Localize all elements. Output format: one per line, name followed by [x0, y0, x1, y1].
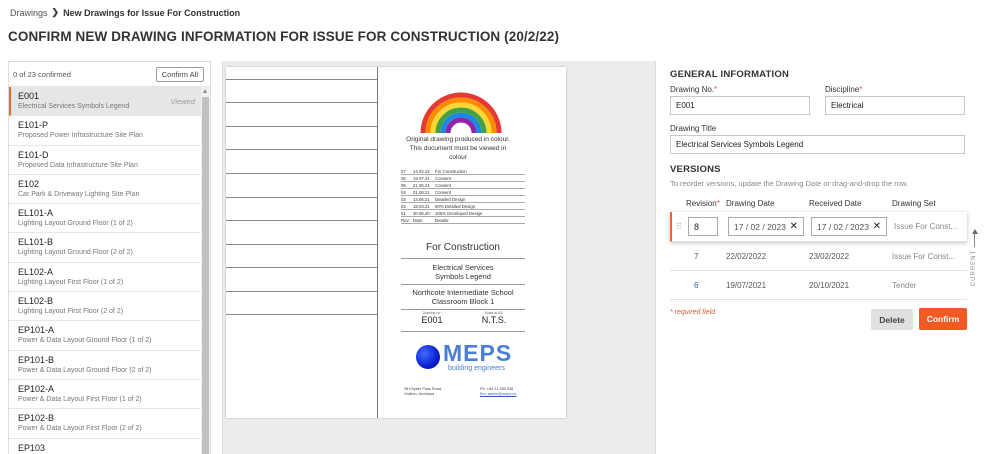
sheet-project-line2: Classroom Block 1 — [431, 297, 495, 306]
sheet-address — [404, 387, 442, 397]
drawing-description: Car Park & Driveway Lighting Site Plan — [18, 190, 140, 198]
current-label: CURRENT — [971, 249, 978, 287]
drawing-list-item[interactable] — [9, 439, 201, 454]
drawing-code: EP101-B — [18, 354, 55, 365]
rainbow-image — [419, 89, 503, 135]
breadcrumb-current: New Drawings for Issue For Construction — [63, 7, 241, 18]
version-row[interactable] — [670, 271, 967, 300]
drawing-date-value: 22/02/2022 — [726, 251, 767, 261]
discipline-input[interactable]: Electrical — [825, 96, 965, 115]
versions-table — [670, 194, 967, 300]
version-row[interactable] — [670, 242, 967, 271]
sheet-grid-line — [226, 314, 377, 315]
sheet-divider — [377, 67, 378, 418]
drawing-description: Lighting Layout First Floor (1 of 2) — [18, 278, 124, 286]
drawing-date-input[interactable] — [728, 217, 804, 236]
revision-value: 7 — [694, 251, 699, 261]
drawing-code: E101-D — [18, 149, 49, 160]
drawing-code: EP101-A — [18, 325, 55, 336]
drawing-list-item[interactable] — [9, 146, 201, 175]
clear-drawing-date-icon[interactable]: ✕ — [789, 221, 798, 232]
drawing-code: EP102-B — [18, 413, 55, 424]
required-mark: * — [716, 198, 720, 208]
sheet-project — [401, 288, 525, 306]
meps-wordmark: MEPS — [443, 340, 513, 366]
drawing-date-cell — [728, 217, 811, 236]
sheet-grid-line — [226, 102, 377, 103]
revision-date: 14.02.22 — [413, 168, 430, 174]
drawing-date-value: 17 / 02 / 2023 — [734, 221, 786, 232]
sheet-meta — [401, 311, 525, 325]
revision-details: Consent — [435, 189, 452, 195]
revision-date: 18.03.21 — [413, 203, 430, 209]
colour-note: Original drawing produced in colour. This document must be viewed in colour — [406, 136, 510, 161]
revision-details: 50% Detailed Design — [435, 203, 476, 209]
drawing-description: Electrical Services Symbols Legend — [18, 103, 130, 110]
discipline-label — [825, 85, 862, 94]
sheet-rule — [401, 309, 525, 310]
sheet-title — [401, 263, 525, 281]
revision-rev: Rev: — [401, 217, 410, 223]
drawing-description: Lighting Layout First Floor (2 of 2) — [18, 308, 124, 316]
drawing-description: Proposed Power Infrastructure Site Plan — [18, 132, 143, 140]
revision-table-row — [401, 217, 525, 224]
meps-logo — [416, 341, 526, 373]
received-date-cell — [811, 217, 894, 236]
received-date-value: 20/10/2021 — [809, 280, 850, 290]
sheet-grid-line — [226, 173, 377, 174]
drawing-list-item[interactable] — [9, 116, 201, 145]
revision-date: 14.05.21 — [413, 196, 430, 202]
drawing-list-item[interactable] — [9, 351, 201, 380]
revision-cell — [686, 217, 728, 236]
revision-table-row — [401, 196, 525, 203]
contact-phone: Ph: +64 21 350 538 — [480, 387, 514, 391]
sheet-project-line1: Northcote Intermediate School — [412, 288, 514, 297]
drawing-code: E101-P — [18, 120, 49, 131]
drawing-set-col-header: Drawing Set — [892, 198, 936, 208]
meps-ball-icon — [416, 345, 440, 369]
required-mark: * — [859, 85, 863, 94]
sheet-grid-line — [226, 244, 377, 245]
sheet-rule — [401, 258, 525, 259]
sheet-rule — [401, 331, 525, 332]
drawing-title-label: Drawing Title — [670, 124, 717, 133]
versions-heading: VERSIONS — [670, 164, 721, 175]
drawing-no-caption: Drawing no: — [422, 311, 442, 315]
revision-table-row — [401, 189, 525, 196]
revision-details: 100% Developed Design — [435, 210, 483, 216]
drawing-code: EL101-A — [18, 208, 54, 219]
scale-value: N.T.S. — [481, 315, 507, 325]
revision-details: Detailed Design — [435, 196, 466, 202]
drawing-no-label — [670, 85, 717, 94]
drawing-description: Power & Data Layout First Floor (2 of 2) — [18, 425, 142, 433]
drawing-description: Proposed Data Infrastructure Site Plan — [18, 161, 138, 169]
address-line2: Grafton, Auckland — [404, 392, 435, 396]
scroll-up-arrow-icon[interactable] — [203, 89, 207, 93]
scale-caption: Scale at A3: — [484, 311, 504, 315]
received-date-input[interactable] — [811, 217, 887, 236]
drawing-list-item[interactable] — [9, 175, 201, 204]
drawing-set-value: Issue For Const... — [892, 251, 956, 261]
discipline-label-text: Discipline — [825, 85, 860, 94]
clear-received-date-icon[interactable]: ✕ — [872, 221, 881, 232]
current-line — [974, 233, 975, 247]
drawing-no-value: E001 — [421, 315, 443, 325]
revision-date: 21.06.21 — [413, 182, 430, 188]
versions-table-header — [670, 194, 967, 212]
drawing-no-cell — [401, 311, 463, 325]
drawing-list-item[interactable] — [9, 263, 201, 292]
confirmed-count: 0 of 23 confirmed — [13, 69, 71, 79]
drawing-code: EL101-B — [18, 237, 54, 248]
drawing-code: EP103 — [18, 442, 46, 453]
drawing-no-input[interactable]: E001 — [670, 96, 810, 115]
revision-date: 01.06.21 — [413, 189, 430, 195]
received-date-value: 17 / 02 / 2023 — [817, 221, 869, 232]
revision-col-text: Revision — [686, 198, 717, 208]
drawing-list-item[interactable] — [9, 409, 201, 438]
drawing-list-panel — [8, 61, 211, 454]
sheet-rule — [401, 284, 525, 285]
version-row-editing[interactable] — [670, 212, 967, 242]
drawing-set-value: Tender — [892, 280, 917, 290]
drawing-list-item[interactable] — [9, 380, 201, 409]
address-line1: 38 Khyber Pass Road, — [404, 387, 442, 391]
general-heading: GENERAL INFORMATION — [670, 69, 790, 80]
drawing-description: Lighting Layout Ground Floor (1 of 2) — [18, 220, 133, 228]
drawing-description: Power & Data Layout First Floor (1 of 2) — [18, 395, 142, 403]
revision-details: Details: — [435, 217, 450, 223]
revision-rev: 04 — [401, 189, 406, 195]
revision-rev: 07 — [401, 168, 406, 174]
scale-cell — [463, 311, 525, 325]
current-indicator — [970, 229, 980, 287]
revision-link[interactable]: 6 — [694, 280, 699, 290]
revision-date: Date: — [413, 217, 424, 223]
confirm-all-button[interactable]: Confirm All — [156, 67, 204, 82]
drawing-list-item[interactable] — [9, 87, 201, 116]
delete-button[interactable]: Delete — [871, 309, 913, 330]
sheet-grid-line — [226, 267, 377, 268]
revision-rev: 06 — [401, 175, 406, 181]
page-title: CONFIRM NEW DRAWING INFORMATION FOR ISSUE FOR CONSTRUCTION (20/2/22) — [8, 29, 560, 44]
list-scrollbar[interactable] — [201, 87, 210, 454]
revision-input[interactable]: 8 — [688, 217, 718, 236]
sheet-status: For Construction — [426, 242, 500, 253]
versions-hint: To reorder versions, update the Drawing Date or drag-and-drop the row. — [670, 179, 909, 188]
sheet-grid-line — [226, 197, 377, 198]
revision-date: 30.06.20 — [413, 210, 430, 216]
drawing-sheet — [226, 67, 566, 418]
sheet-title-line2: Symbols Legend — [435, 272, 491, 281]
drawing-title-input[interactable]: Electrical Services Symbols Legend — [670, 135, 965, 154]
drawing-list-item[interactable] — [9, 292, 201, 321]
revision-table-row — [401, 210, 525, 217]
revision-table-row — [401, 182, 525, 189]
drawing-description: Lighting Layout Ground Floor (2 of 2) — [18, 249, 133, 257]
drawing-list-item[interactable] — [9, 204, 201, 233]
meps-subtitle: building engineers — [448, 365, 505, 372]
revision-rev: 05 — [401, 182, 406, 188]
sheet-contact — [480, 387, 516, 397]
breadcrumb — [10, 7, 240, 18]
drawing-date-value: 19/07/2021 — [726, 280, 767, 290]
drawing-list-item[interactable] — [9, 233, 201, 262]
drawing-description: Power & Data Layout Ground Floor (1 of 2) — [18, 337, 152, 345]
contact-email: Em: admin@meps.nz — [480, 392, 517, 396]
revision-details: Consent — [435, 175, 452, 181]
drawing-list-item[interactable] — [9, 321, 201, 350]
sheet-grid-line — [226, 126, 377, 127]
drawing-code: EL102-A — [18, 266, 54, 277]
revision-table-row — [401, 203, 525, 210]
drawing-date-col-header: Drawing Date — [726, 198, 775, 208]
scrollbar-thumb[interactable] — [202, 97, 209, 454]
revision-rev: 02 — [401, 203, 406, 209]
sheet-grid-line — [226, 291, 377, 292]
breadcrumb-drawings-link[interactable]: Drawings — [10, 7, 48, 18]
drawing-list-header — [9, 62, 210, 87]
drawing-code: E102 — [18, 178, 40, 189]
drawing-set-select[interactable]: Issue For Const... — [894, 222, 958, 231]
drawing-preview — [222, 61, 656, 454]
sheet-grid-line — [226, 220, 377, 221]
drawing-code: EL102-B — [18, 296, 54, 307]
revision-table-row — [401, 168, 525, 175]
revision-col-header — [684, 199, 726, 208]
drawing-list — [9, 87, 210, 454]
viewed-badge: Viewed — [170, 97, 195, 106]
chevron-right-icon: ❯ — [51, 7, 60, 17]
required-mark: * — [714, 85, 718, 94]
drawing-code: EP102-A — [18, 383, 55, 394]
required-field-note: * required field — [670, 309, 716, 316]
revision-details: For Construction — [435, 168, 467, 174]
revision-table-row — [401, 175, 525, 182]
revision-rev: 03 — [401, 196, 406, 202]
received-date-value: 23/02/2022 — [809, 251, 850, 261]
revision-rev: 01 — [401, 210, 406, 216]
confirm-button[interactable]: Confirm — [919, 308, 967, 330]
drawing-description: Power & Data Layout Ground Floor (2 of 2) — [18, 366, 152, 374]
sheet-title-line1: Electrical Services — [432, 263, 494, 272]
drag-handle-icon[interactable]: ⠿ — [676, 222, 682, 231]
sheet-grid-line — [226, 79, 377, 80]
received-date-col-header: Received Date — [809, 198, 862, 208]
revision-date: 19.07.21 — [413, 175, 430, 181]
revision-details: Consent — [435, 182, 452, 188]
drawing-code: E001 — [18, 91, 40, 101]
revision-table — [401, 168, 525, 224]
drawing-no-label-text: Drawing No. — [670, 85, 715, 94]
sheet-grid-line — [226, 149, 377, 150]
